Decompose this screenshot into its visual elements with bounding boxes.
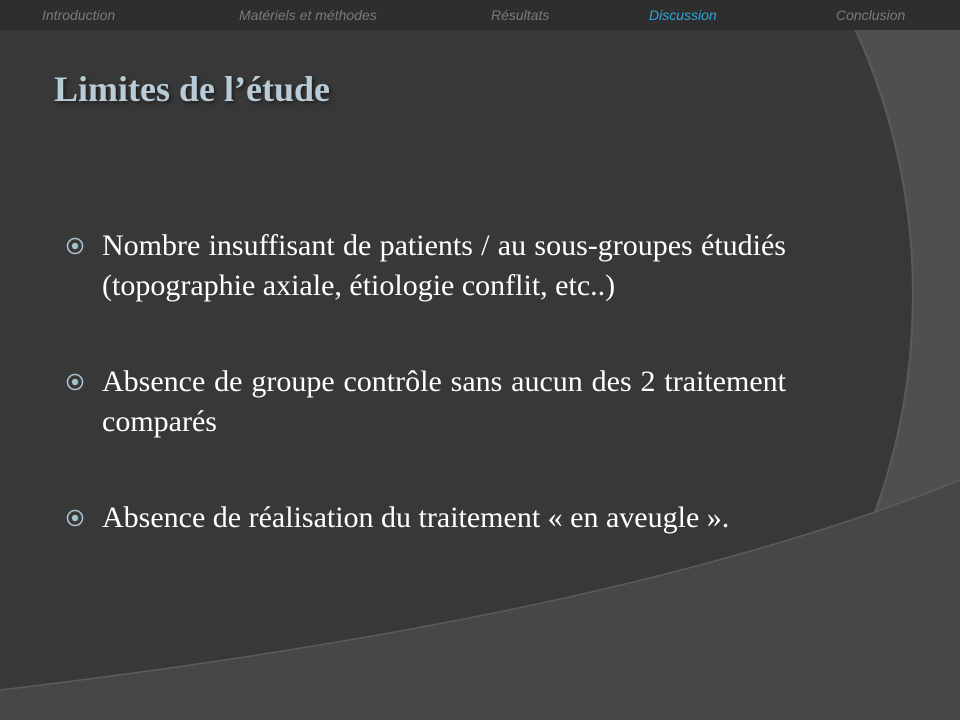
bullet-text: Absence de groupe contrôle sans aucun des 2 traitement comparés [102,365,786,438]
nav-item-resultats[interactable]: Résultats [491,7,550,23]
nav-item-conclusion[interactable]: Conclusion [836,7,906,23]
nav-item-introduction[interactable]: Introduction [42,7,116,23]
target-circle-icon [66,237,84,255]
slide-title: Limites de l’étude [54,69,330,109]
bullet-item [66,226,786,306]
target-circle-icon [66,373,84,391]
nav-item-materiels-et-methodes[interactable]: Matériels et méthodes [239,7,377,23]
bullet-text: Nombre insuffisant de patients / au sous-groupes étudiés (topographie axiale, étiologie conflit, etc..) [102,229,786,302]
bullet-text: Absence de réalisation du traitement « en aveugle ». [102,501,730,534]
section-nav [0,0,960,30]
bullet-list [66,226,786,538]
nav-item-discussion[interactable]: Discussion [649,7,717,23]
bullet-item [66,498,786,538]
bullet-item [66,362,786,442]
target-circle-icon [66,509,84,527]
